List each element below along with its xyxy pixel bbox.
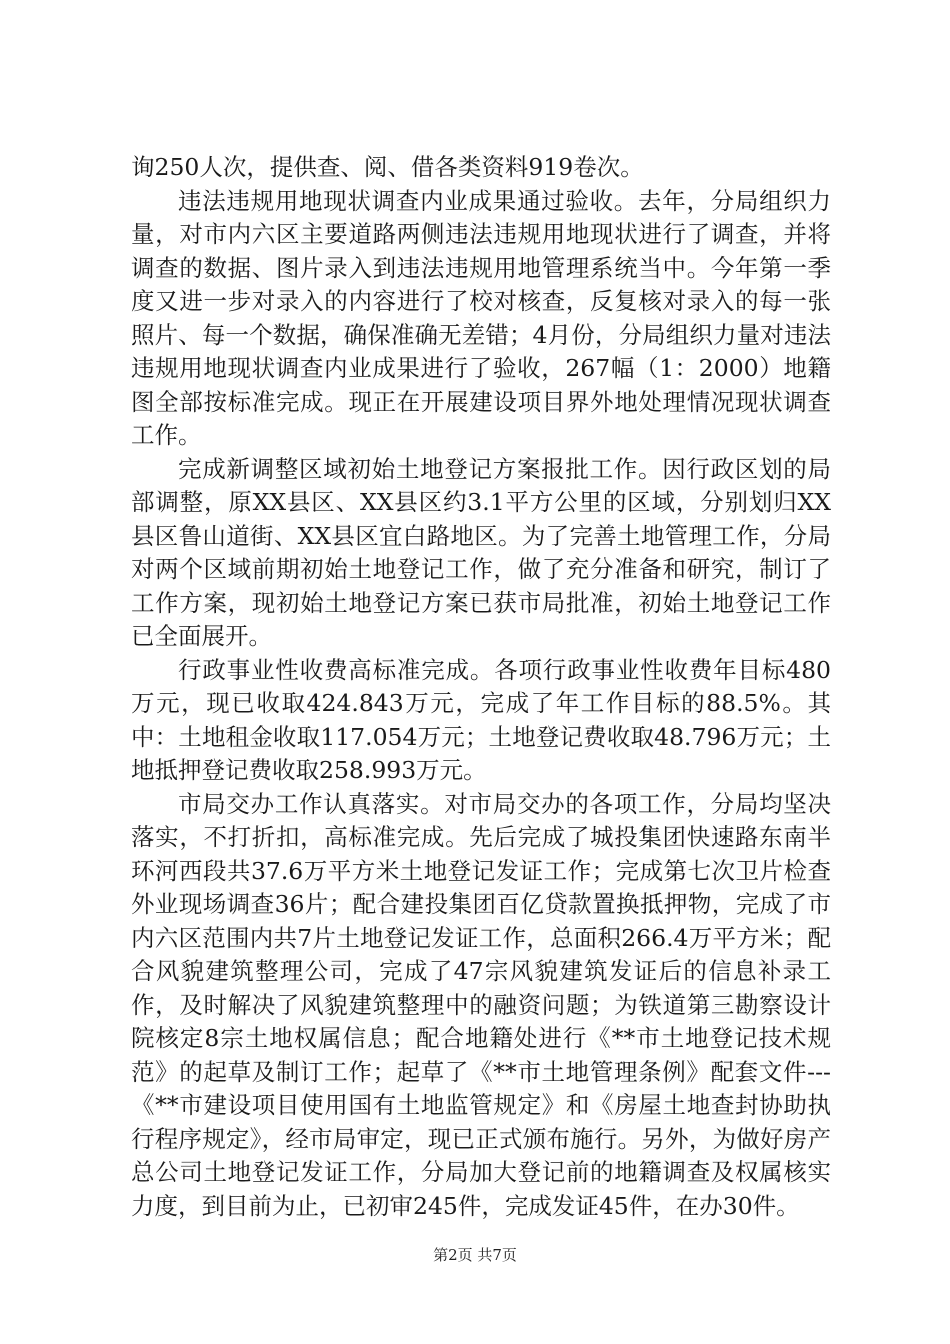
paragraph-continuation: 询250人次，提供查、阅、借各类资料919卷次。 (131, 153, 644, 181)
paragraph-assigned-work: 市局交办工作认真落实。对市局交办的各项工作，分局均坚决落实，不打折扣，高标准完成。先后完成了城投集团快速路东南半环河西段共37.6万平方米土地登记发证工作；完成第七次卫片检查外业现场调查36片；配合建投集团百亿贷款置换抵押物，完成了市内六区范围内共7片土地登记发证工作，总面积266.4万平方米；配合风貌建筑整理公司，完成了47宗风貌建筑发证后的信息补录工作，及时解决了风貌建筑整理中的融资问题；为铁道第三勘察设计院核定8宗土地权属信息；配合地籍处进行《**市土地登记技术规范》的起草及制订工作；起草了《**市土地管理条例》配套文件---《**市建设项目使用国有土地监管规定》和《房屋土地查封协助执行程序规定》，经市局审定，现已正式颁布施行。另外，为做好房产总公司土地登记发证工作，分局加大登记前的地籍调查及权属核实力度，到目前为止，已初审245件，完成发证45件，在办30件。 (131, 789, 831, 1220)
paragraph-administrative-fees: 行政事业性收费高标准完成。各项行政事业性收费年目标480万元，现已收取424.843万元，完成了年工作目标的88.5%。其中：土地租金收取117.054万元；土地登记费收取48.796万元；土地抵押登记费收取258.993万元。 (131, 655, 831, 784)
paragraph-illegal-land-survey: 违法违规用地现状调查内业成果通过验收。去年，分局组织力量，对市内六区主要道路两侧违法违规用地现状进行了调查，并将调查的数据、图片录入到违法违规用地管理系统当中。今年第一季度又进一步对录入的内容进行了校对核查，反复核对录入的每一张照片、每一个数据，确保准确无差错；4月份，分局组织力量对违法违规用地现状调查内业成果进行了验收，267幅（1：2000）地籍图全部按标准完成。现正在开展建设项目界外地处理情况现状调查工作。 (131, 186, 831, 449)
paragraph-initial-land-registration: 完成新调整区域初始土地登记方案报批工作。因行政区划的局部调整，原XX县区、XX县区约3.1平方公里的区域，分别划归XX县区鲁山道街、XX县区宜白路地区。为了完善土地管理工作，分局对两个区域前期初始土地登记工作，做了充分准备和研究，制订了工作方案，现初始土地登记方案已获市局批准，初始土地登记工作已全面展开。 (131, 454, 831, 650)
document-body (131, 151, 831, 1223)
page-number-footer: 第2页 共7页 (433, 1246, 517, 1264)
